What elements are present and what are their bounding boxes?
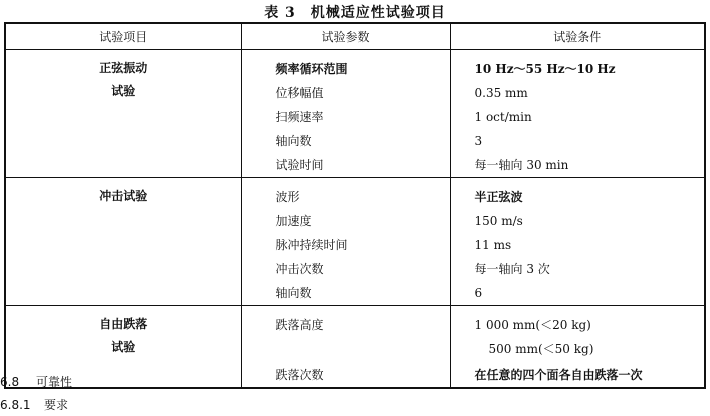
test-item-name-line: 试验 (111, 84, 136, 98)
parameter-line: 跌落高度 (275, 318, 324, 332)
test-item-name-line: 试验 (111, 340, 136, 354)
table-header-row (5, 23, 705, 50)
test-parameter-cell (241, 306, 450, 389)
parameter-line: 试验时间 (275, 158, 324, 172)
condition-line: 半正弦波 (474, 190, 523, 204)
condition-line: 1 oct/min (474, 110, 532, 124)
condition-line: 11 ms (474, 238, 512, 252)
test-condition-cell (450, 50, 705, 178)
section-title: 要求 (44, 398, 69, 412)
test-item-name-line: 正弦振动 (99, 61, 148, 75)
parameter-line: 频率循环范围 (275, 62, 348, 76)
parameter-line: 冲击次数 (275, 262, 324, 276)
condition-line: 每一轴向 3 次 (474, 262, 550, 276)
condition-line: 6 (474, 286, 483, 300)
condition-line: 每一轴向 30 min (474, 158, 569, 172)
table-row-shock (5, 178, 705, 306)
parameter-line: 加速度 (275, 214, 312, 228)
parameter-line: 轴向数 (275, 286, 312, 300)
condition-line: 0.35 mm (474, 86, 528, 100)
test-item-name-line: 冲击试验 (99, 189, 148, 203)
parameter-line: 扫频速率 (275, 110, 324, 124)
condition-line: 500 mm(＜50 kg) (488, 342, 594, 356)
condition-line: 1 000 mm(＜20 kg) (474, 318, 591, 332)
test-item-name-line: 自由跌落 (99, 317, 148, 331)
test-item-cell (5, 178, 241, 306)
parameter-line: 位移幅值 (275, 86, 324, 100)
header-test-parameter: 试验参数 (241, 23, 450, 50)
section-heading-reliability (0, 373, 72, 390)
section-title: 可靠性 (36, 375, 73, 389)
test-parameter-cell (241, 178, 450, 306)
parameter-line: 脉冲持续时间 (275, 238, 348, 252)
test-condition-cell (450, 306, 705, 389)
test-condition-cell (450, 178, 705, 306)
condition-line: 在任意的四个面各自由跌落一次 (474, 368, 643, 382)
section-number: 6.8 (0, 375, 20, 389)
section-heading-requirements (0, 396, 68, 413)
condition-line: 3 (474, 134, 483, 148)
table-row-sine-vibration (5, 50, 705, 178)
header-test-item: 试验项目 (5, 23, 241, 50)
parameter-line: 波形 (275, 190, 300, 204)
table-row-free-fall (5, 306, 705, 389)
mechanical-test-table (4, 22, 706, 389)
parameter-line-blank (276, 337, 450, 363)
table-caption: 表 3 机械适应性试验项目 (264, 5, 446, 21)
header-test-condition: 试验条件 (450, 23, 705, 50)
parameter-line: 跌落次数 (275, 368, 324, 382)
section-number: 6.8.1 (0, 398, 31, 412)
condition-line: 150 m/s (474, 214, 523, 228)
test-item-cell (5, 50, 241, 178)
test-parameter-cell (241, 50, 450, 178)
condition-line: 10 Hz～55 Hz～10 Hz (474, 62, 616, 76)
parameter-line: 轴向数 (275, 134, 312, 148)
